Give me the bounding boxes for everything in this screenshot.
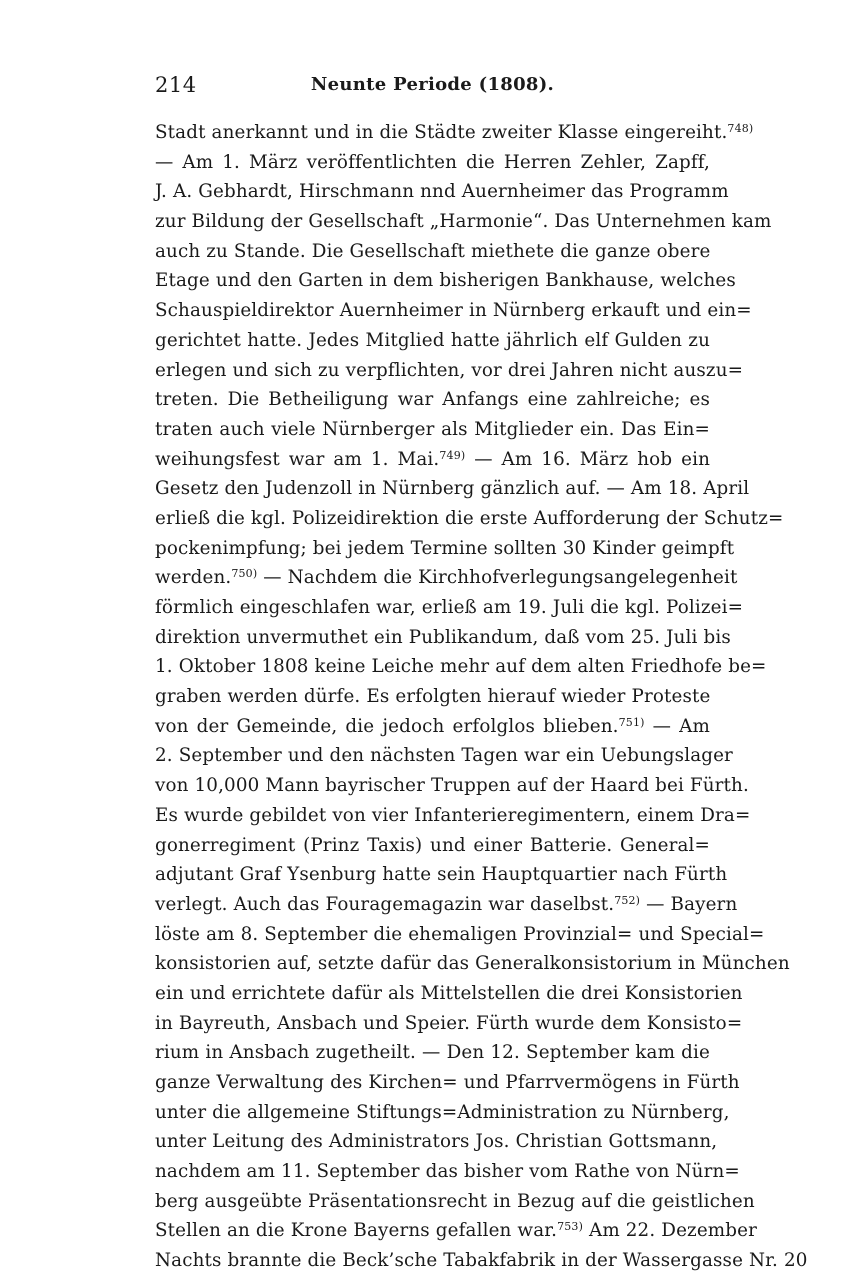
- text-line: [155, 148, 710, 178]
- line-text: konsistorien auf, setzte dafür das Generalkonsistorium in München: [155, 953, 790, 975]
- text-line: [155, 890, 738, 920]
- line-text: 1. Oktober 1808 keine Leiche mehr auf dem alten Friedhofe be=: [155, 656, 767, 678]
- text-line: [155, 118, 754, 148]
- line-text: Etage und den Garten in dem bisherigen Bankhause, welches: [155, 270, 736, 292]
- text-line: [155, 563, 738, 593]
- text-line: [155, 266, 736, 296]
- line-text: weihungsfest war am 1. Mai.: [155, 448, 440, 470]
- line-text: Stadt anerkannt und in die Städte zweiter Klasse eingereiht.: [155, 122, 728, 143]
- page-number: 214: [155, 73, 197, 97]
- text-line: [155, 652, 767, 682]
- footnote-ref: 752): [614, 893, 641, 907]
- line-text: zur Bildung der Gesellschaft „Harmonie“. Das Unternehmen kam: [155, 211, 772, 233]
- text-line: [155, 712, 710, 742]
- line-text: direktion unvermuthet ein Publikandum, daß vom 25. Juli bis: [155, 626, 731, 648]
- line-text: Schauspieldirektor Auernheimer in Nürnberg erkauft und ein=: [155, 300, 752, 322]
- text-line: [155, 1187, 755, 1217]
- line-text: unter Leitung des Administrators Jos. Christian Gottsmann,: [155, 1131, 718, 1153]
- line-text-continued: — Am: [644, 715, 710, 737]
- line-text: von 10,000 Mann bayrischer Truppen auf der Haard bei Fürth.: [155, 775, 749, 797]
- text-line: [155, 1216, 757, 1246]
- line-text: adjutant Graf Ysenburg hatte sein Hauptquartier nach Fürth: [155, 864, 728, 886]
- text-line: [155, 831, 710, 861]
- line-text: in Bayreuth, Ansbach und Speier. Fürth wurde dem Konsisto=: [155, 1012, 743, 1034]
- line-text: Gesetz den Judenzoll in Nürnberg gänzlich auf. — Am 18. April: [155, 478, 750, 500]
- text-line: [155, 771, 749, 801]
- line-text: rium in Ansbach zugetheilt. — Den 12. September kam die: [155, 1042, 710, 1064]
- line-text: ein und errichtete dafür als Mittelstellen die drei Konsistorien: [155, 982, 743, 1004]
- text-line: [155, 534, 735, 564]
- line-text: traten auch viele Nürnberger als Mitglieder ein. Das Ein=: [155, 418, 710, 440]
- text-line: [155, 207, 772, 237]
- line-text-continued: — Bayern: [640, 893, 738, 915]
- running-title: Neunte Periode (1808).: [310, 74, 555, 95]
- footnote-ref: 750): [231, 567, 258, 581]
- line-text-continued: — Nachdem die Kirchhofverlegungsangelegenheit: [257, 567, 738, 589]
- text-line: [155, 177, 729, 207]
- text-line: [155, 237, 710, 267]
- line-text: auch zu Stande. Die Gesellschaft miethete die ganze obere: [155, 240, 711, 262]
- text-line: [155, 296, 752, 326]
- line-text: Stellen an die Krone Bayerns gefallen war.: [155, 1220, 558, 1242]
- text-line: [155, 1068, 740, 1098]
- text-line: [155, 979, 743, 1009]
- line-text: werden.: [155, 567, 232, 589]
- line-text: erlegen und sich zu verpflichten, vor drei Jahren nicht auszu=: [155, 359, 744, 381]
- text-line: [155, 623, 731, 653]
- footnote-ref: 753): [557, 1220, 584, 1234]
- text-line: [155, 949, 790, 979]
- line-text: — Am 1. März veröffentlichten die Herren Zehler, Zapff,: [155, 151, 710, 173]
- footnote-ref: 748): [727, 122, 754, 135]
- body-text: [155, 118, 808, 1276]
- line-text: von der Gemeinde, die jedoch erfolglos blieben.: [155, 715, 619, 737]
- line-text-continued: Am 22. Dezember: [583, 1220, 757, 1242]
- text-line: [155, 1157, 740, 1187]
- line-text: ganze Verwaltung des Kirchen= und Pfarrvermögens in Fürth: [155, 1072, 740, 1093]
- text-line: [155, 920, 765, 950]
- line-text: nachdem am 11. September das bisher vom Rathe von Nürn=: [155, 1161, 740, 1183]
- footnote-ref: 751): [618, 715, 645, 729]
- text-line: [155, 415, 710, 445]
- text-line: [155, 741, 733, 771]
- line-text-continued: — Am 16. März hob ein: [465, 448, 710, 470]
- line-text: graben werden dürfe. Es erfolgten hierauf wieder Proteste: [155, 686, 711, 708]
- text-line: [155, 593, 744, 623]
- line-text: förmlich eingeschlafen war, erließ am 19. Juli die kgl. Polizei=: [155, 597, 744, 618]
- text-line: [155, 682, 710, 712]
- line-text: gerichtet hatte. Jedes Mitglied hatte jährlich elf Gulden zu: [155, 329, 710, 351]
- line-text: 2. September und den nächsten Tagen war ein Uebungslager: [155, 745, 733, 767]
- line-text: J. A. Gebhardt, Hirschmann nnd Auernheimer das Programm: [155, 181, 729, 203]
- footnote-ref: 749): [439, 448, 466, 462]
- line-text: unter die allgemeine Stiftungs=Administration zu Nürnberg,: [155, 1101, 730, 1123]
- line-text: Es wurde gebildet von vier Infanterieregimentern, einem Dra=: [155, 804, 751, 826]
- text-line: [155, 860, 728, 890]
- line-text: erließ die kgl. Polizeidirektion die erste Aufforderung der Schutz=: [155, 507, 784, 529]
- text-line: [155, 1098, 730, 1128]
- text-line: [155, 1127, 718, 1157]
- page-header: [155, 70, 710, 104]
- line-text: verlegt. Auch das Fouragemagazin war daselbst.: [155, 893, 615, 915]
- text-line: [155, 504, 784, 534]
- line-text: treten. Die Betheiligung war Anfangs eine zahlreiche; es: [155, 389, 710, 411]
- line-text: berg ausgeübte Präsentationsrecht in Bezug auf die geistlichen: [155, 1190, 755, 1212]
- text-line: [155, 445, 710, 475]
- line-text: Nachts brannte die Beck’sche Tabakfabrik in der Wassergasse Nr. 20: [155, 1250, 808, 1272]
- text-line: [155, 1246, 808, 1276]
- text-line: [155, 474, 750, 504]
- text-line: [155, 1038, 710, 1068]
- line-text: gonerregiment (Prinz Taxis) und einer Batterie. General=: [155, 834, 710, 856]
- text-line: [155, 385, 710, 415]
- text-line: [155, 801, 751, 831]
- text-line: [155, 356, 744, 386]
- text-line: [155, 1009, 743, 1039]
- line-text: löste am 8. September die ehemaligen Provinzial= und Special=: [155, 923, 765, 945]
- line-text: pockenimpfung; bei jedem Termine sollten 30 Kinder geimpft: [155, 537, 735, 559]
- text-line: [155, 326, 710, 356]
